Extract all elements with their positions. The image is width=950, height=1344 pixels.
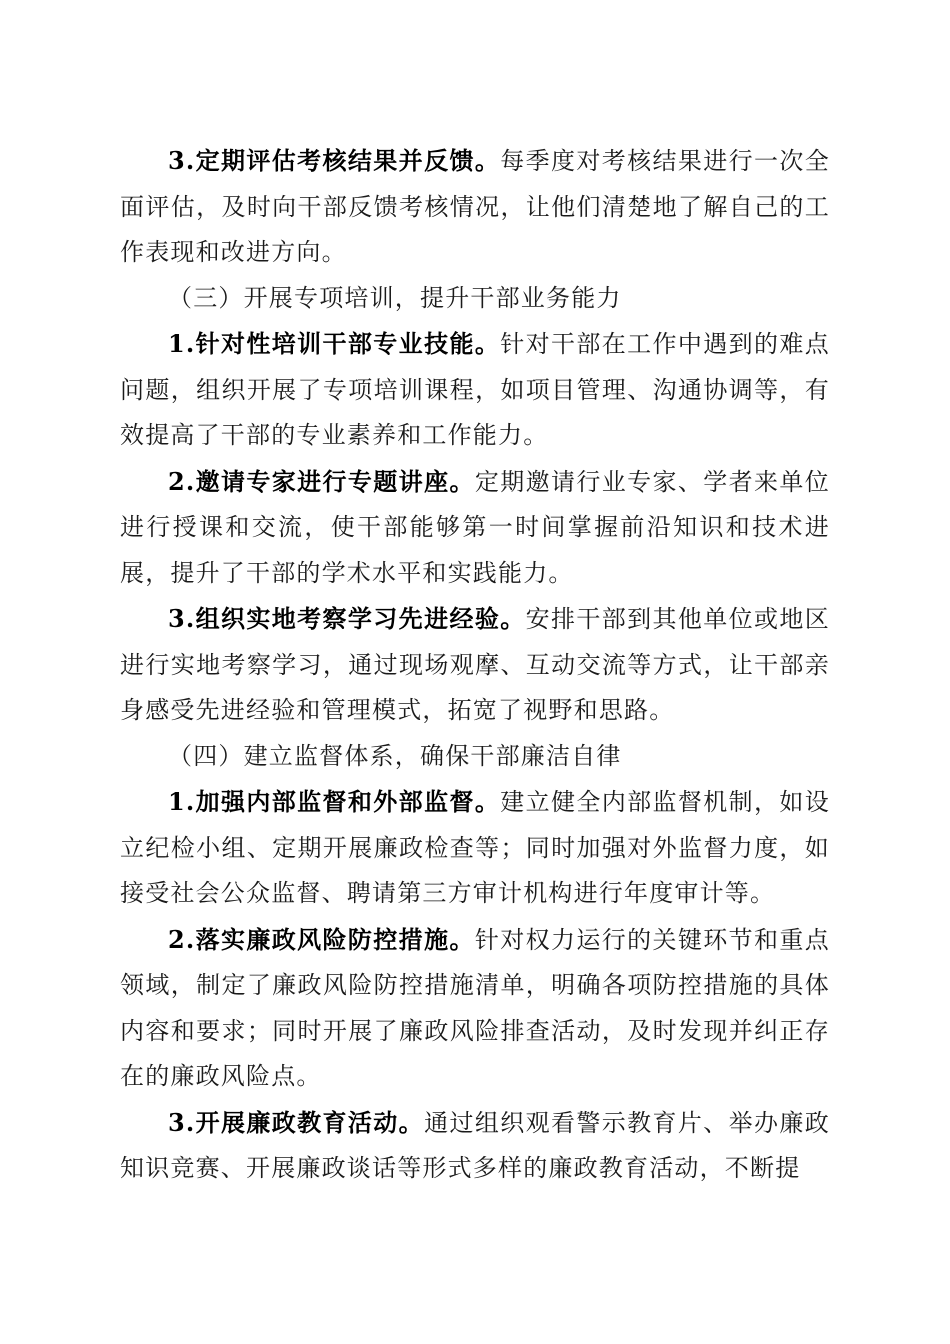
section-heading-supervision: （四）建立监督体系，确保干部廉洁自律 [168,741,622,770]
paragraph-body: 通过组织观看警示教育片、举办廉政知识竞赛、开展廉政谈话等形式多样的廉政教育活动，不断提 [120,1108,830,1182]
paragraph-body: 定期邀请行业专家、学者来单位进行授课和交流，使干部能够第一时间掌握前沿知识和技术进展，提升了干部的学术水平和实践能力。 [120,467,830,587]
paragraph-risk-control [120,917,830,1100]
paragraph-lead: 2.落实廉政风险防控措施。 [168,924,475,954]
paragraph-field-study [120,596,830,734]
paragraph-body: 安排干部到其他单位或地区进行实地考察学习，通过现场观摩、互动交流等方式，让干部亲身感受先进经验和管理模式，拓宽了视野和思路。 [120,605,830,724]
paragraph-body: 每季度对考核结果进行一次全面评估，及时向干部反馈考核情况，让他们清楚地了解自己的工作表现和改进方向。 [120,147,830,266]
document-body [120,138,830,1192]
paragraph-lead: 3.组织实地考察学习先进经验。 [168,604,526,633]
paragraph-evaluate-feedback [120,138,830,276]
paragraph-body: 针对干部在工作中遇到的难点问题，组织开展了专项培训课程，如项目管理、沟通协调等，有效提高了干部的专业素养和工作能力。 [120,330,830,449]
paragraph-body: 建立健全内部监督机制，如设立纪检小组、定期开展廉政检查等；同时加强对外监督力度，如接受社会公众监督、聘请第三方审计机构进行年度审计等。 [120,788,830,907]
section-heading-training: （三）开展专项培训，提升干部业务能力 [168,283,622,312]
paragraph-lead: 1.针对性培训干部专业技能。 [168,329,501,358]
paragraph-targeted-training [120,321,830,459]
paragraph-lead: 2.邀请专家进行专题讲座。 [168,466,475,496]
paragraph-integrity-education [120,1100,830,1192]
paragraph-lead: 3.开展廉政教育活动。 [168,1107,425,1137]
paragraph-body: 针对权力运行的关键环节和重点领域，制定了廉政风险防控措施清单，明确各项防控措施的具体内容和要求；同时开展了廉政风险排查活动，及时发现并纠正存在的廉政风险点。 [120,925,830,1090]
paragraph-internal-external-supervision [120,779,830,917]
paragraph-lead: 1.加强内部监督和外部监督。 [168,787,501,816]
paragraph-lead: 3.定期评估考核结果并反馈。 [168,146,501,175]
paragraph-expert-lectures [120,459,830,597]
